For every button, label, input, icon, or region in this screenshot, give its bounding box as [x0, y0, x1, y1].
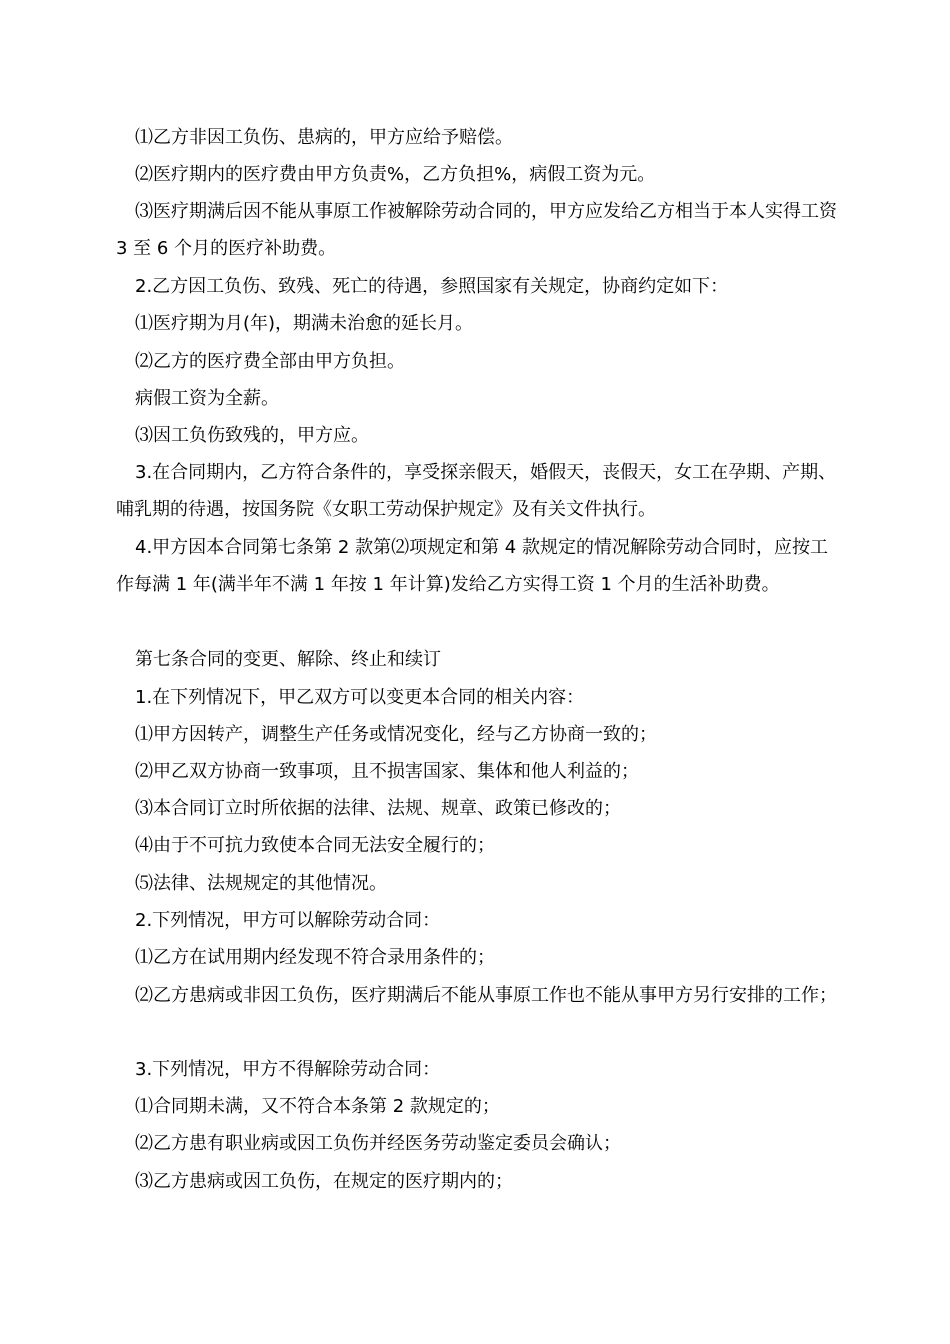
paragraph: 1.在下列情况下，甲乙双方可以变更本合同的相关内容： — [135, 687, 585, 708]
paragraph: 病假工资为全薪。 — [135, 388, 279, 409]
paragraph: 3.在合同期内，乙方符合条件的，享受探亲假天，婚假天，丧假天，女工在孕期、产期、哺乳期的待遇，按国务院《女职工劳动保护规定》及有关文件执行。 — [116, 462, 837, 520]
paragraph: ⑶医疗期满后因不能从事原工作被解除劳动合同的，甲方应发给乙方相当于本人实得工资 3 至 6 个月的医疗补助费。 — [116, 201, 837, 259]
paragraph: ⑸法律、法规规定的其他情况。 — [135, 873, 387, 894]
paragraph: ⑴甲方因转产，调整生产任务或情况变化，经与乙方协商一致的； — [135, 724, 657, 745]
paragraph: 3.下列情况，甲方不得解除劳动合同： — [135, 1059, 441, 1080]
section-heading: 第七条合同的变更、解除、终止和续订 — [135, 649, 441, 670]
paragraph: ⑴合同期未满，又不符合本条第 2 款规定的； — [135, 1096, 500, 1117]
paragraph: 4.甲方因本合同第七条第 2 款第⑵项规定和第 4 款规定的情况解除劳动合同时，应按工作每满 1 年(满半年不满 1 年按 1 年计算)发给乙方实得工资 1 个月的生活补助费。 — [116, 537, 828, 595]
paragraph: ⑵乙方的医疗费全部由甲方负担。 — [135, 351, 405, 372]
paragraph: ⑵乙方患有职业病或因工负伤并经医务劳动鉴定委员会确认； — [135, 1133, 621, 1154]
paragraph: ⑵乙方患病或非因工负伤，医疗期满后不能从事原工作也不能从事甲方另行安排的工作； — [135, 985, 837, 1006]
paragraph: ⑵甲乙双方协商一致事项，且不损害国家、集体和他人利益的； — [135, 761, 639, 782]
paragraph: ⑴医疗期为月(年)，期满未治愈的延长月。 — [135, 313, 474, 334]
paragraph: 2.乙方因工负伤、致残、死亡的待遇，参照国家有关规定，协商约定如下： — [135, 276, 729, 297]
paragraph: ⑵医疗期内的医疗费由甲方负责%，乙方负担%，病假工资为元。 — [135, 164, 656, 185]
paragraph: ⑴乙方非因工负伤、患病的，甲方应给予赔偿。 — [135, 127, 513, 148]
paragraph: 2.下列情况，甲方可以解除劳动合同： — [135, 910, 441, 931]
paragraph: ⑴乙方在试用期内经发现不符合录用条件的； — [135, 947, 495, 968]
paragraph: ⑶本合同订立时所依据的法律、法规、规章、政策已修改的； — [135, 798, 621, 819]
paragraph: ⑷由于不可抗力致使本合同无法安全履行的； — [135, 835, 495, 856]
paragraph: ⑶因工负伤致残的，甲方应。 — [135, 425, 369, 446]
paragraph: ⑶乙方患病或因工负伤，在规定的医疗期内的； — [135, 1171, 513, 1192]
